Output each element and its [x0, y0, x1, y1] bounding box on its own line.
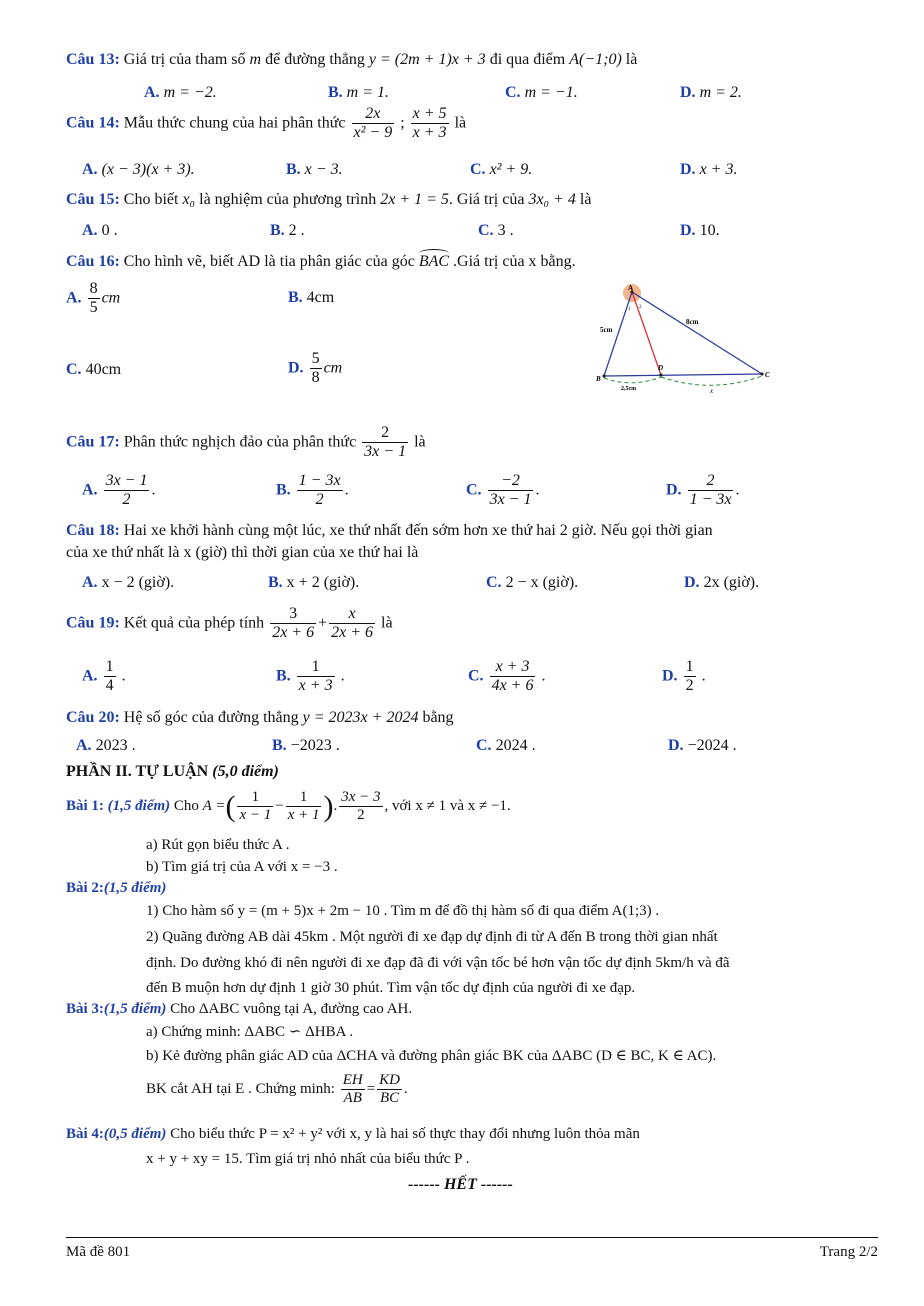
question-20 [66, 708, 454, 728]
operator: + [318, 614, 328, 632]
question-label: Câu 18: [66, 522, 120, 539]
option-value: x + 2 (giờ). [286, 574, 360, 591]
denominator: 2x + 6 [272, 624, 315, 642]
question-label: Câu 15: [66, 191, 120, 208]
option-value: x − 3. [304, 161, 343, 178]
numerator: KD [377, 1072, 402, 1090]
section-title: PHẦN II. TỰ LUẬN [66, 763, 209, 780]
problem-1-part-a: a) Rút gọn biểu thức A . [146, 837, 290, 853]
question-text: . Giá trị của [448, 191, 525, 208]
denominator: x² − 9 [353, 124, 393, 142]
question-19 [66, 605, 393, 643]
numerator: 1 [286, 789, 322, 807]
problem-2 [66, 879, 166, 898]
fraction [362, 424, 408, 462]
option-letter: B. [268, 574, 283, 591]
problem-label: Bài 4: [66, 1126, 104, 1142]
question-text: .Giá trị của x bằng. [453, 253, 576, 270]
problem-1: Bài 1: (1,5 điểm) Cho A =( $\frac{1}{x - 1}$ − $\frac{1}{x + 1}$ ). $\frac{3x - 3}{2}$ , với x ≠ 1 và x ≠ −1. [66, 789, 511, 824]
option-value: x − 2 (giờ). [101, 574, 175, 591]
question-text: Hệ số góc của đường thẳng [123, 709, 299, 726]
question-text: là [579, 191, 592, 208]
numerator: 3x − 1 [104, 472, 150, 491]
option-b [328, 83, 389, 103]
option-value: m = −1. [524, 84, 578, 101]
denominator: 2 [357, 807, 365, 824]
operator: = [366, 1081, 376, 1098]
option-value: 4cm [306, 289, 335, 306]
fraction [88, 280, 100, 318]
side-ac [632, 292, 762, 374]
option-b [270, 221, 305, 241]
numerator: x [329, 605, 375, 624]
option-letter: A. [66, 289, 82, 307]
part-2-heading [66, 762, 279, 782]
problem-points: (1,5 điểm) [103, 1001, 167, 1017]
question-text: là [381, 614, 393, 632]
option-a: A. $\frac{1}{4}$ . [82, 658, 126, 695]
option-value: 2 . [288, 222, 305, 239]
problem-3 [66, 1000, 412, 1019]
problem-text: Cho [173, 798, 199, 815]
denominator: 2 [315, 491, 324, 509]
option-c: C. $\frac{-2}{3x - 1}$ . [466, 472, 540, 509]
option-letter: B. [328, 84, 343, 101]
fraction [237, 789, 273, 825]
question-text: Giá trị của tham số [123, 51, 246, 68]
option-d [668, 736, 737, 756]
numerator: 3x − 3 [339, 789, 382, 807]
angle-symbol: BAC [418, 253, 450, 270]
question-text: đi qua điểm [489, 51, 566, 68]
question-13 [66, 50, 637, 70]
option-a [76, 736, 136, 756]
point-b [602, 374, 605, 377]
problem-text: BK cắt AH tại E . Chứng minh: [146, 1081, 335, 1098]
problem-3-part-c [146, 1072, 408, 1108]
option-letter: C. [470, 161, 486, 178]
option-c [505, 83, 578, 103]
page-number: Trang 2/2 [819, 1244, 878, 1260]
angle-1-label: 1 [628, 307, 631, 312]
math-expr: A(−1;0) [569, 51, 622, 68]
question-text: là [414, 433, 426, 451]
option-value: 10. [699, 222, 720, 239]
option-letter: C. [486, 574, 502, 591]
side-ab [604, 292, 632, 376]
option-letter: C. [478, 222, 494, 239]
option-letter: C. [66, 361, 82, 378]
option-d: D. $\frac{1}{2}$ . [662, 658, 706, 695]
option-c [478, 221, 514, 241]
triangle-figure [590, 280, 780, 400]
problem-2-part-2-line3: đến B muộn hơn dự định 1 giờ 30 phút. Tìm vận tốc dự định của người đi xe đạp. [146, 980, 636, 996]
denominator: x + 1 [287, 807, 320, 824]
option-d [288, 350, 342, 388]
option-letter: A. [76, 737, 92, 754]
option-value: x + 3. [699, 161, 738, 178]
denominator: 8 [311, 369, 320, 387]
numerator: −2 [488, 472, 534, 491]
option-d [680, 160, 737, 180]
option-b [268, 573, 359, 593]
question-18 [66, 521, 713, 541]
option-b [288, 288, 334, 308]
question-text: để đường thẳng [265, 51, 365, 68]
option-letter: A. [82, 481, 98, 499]
question-text: Cho biết [123, 191, 179, 208]
option-b [272, 736, 340, 756]
denominator: AB [343, 1090, 362, 1107]
option-value: 2023 . [95, 737, 136, 754]
problem-4 [66, 1125, 640, 1144]
numerator: 2 [362, 424, 408, 443]
operator: − [275, 798, 284, 815]
problem-1-part-b: b) Tìm giá trị của A với x = −3 . [146, 859, 338, 875]
option-a [82, 160, 195, 180]
numerator: 2x [352, 105, 395, 124]
option-value: 40cm [85, 361, 122, 378]
option-a: A. $\frac{3x - 1}{2}$ . [82, 472, 156, 509]
question-label: Câu 16: [66, 253, 120, 270]
option-value: −2023 . [290, 737, 340, 754]
footer-divider [66, 1237, 878, 1238]
denominator: 2x + 6 [331, 624, 374, 642]
problem-3-part-b: b) Kẻ đường phân giác AD của ΔCHA và đường phân giác BK của ΔABC (D ∈ BC, K ∈ AC). [146, 1048, 717, 1064]
fraction [104, 472, 150, 510]
option-value: x² + 9. [489, 161, 533, 178]
numerator: 1 [684, 658, 696, 677]
numerator: 1 [237, 789, 273, 807]
problem-text: Cho ΔABC vuông tại A, đường cao AH. [170, 1001, 413, 1017]
option-c [470, 160, 532, 180]
problem-2-part-1: 1) Cho hàm số y = (m + 5)x + 2m − 10 . Tìm m để đồ thị hàm số đi qua điểm A(1;3) . [146, 903, 660, 919]
denominator: 4 [105, 677, 114, 695]
option-b: B. $\frac{1}{x + 3}$ . [276, 658, 345, 695]
option-letter: D. [668, 737, 684, 754]
side-ab-label: 5cm [600, 326, 613, 334]
option-a [82, 221, 118, 241]
fraction [310, 350, 322, 388]
option-d [680, 83, 742, 103]
option-letter: B. [276, 667, 291, 685]
option-value: m = −2. [163, 84, 217, 101]
option-letter: D. [680, 161, 696, 178]
option-b: B. $\frac{1 - 3x}{2}$ . [276, 472, 349, 509]
denominator: 3x − 1 [489, 491, 532, 509]
option-d [684, 573, 759, 593]
question-16 [66, 252, 576, 272]
denominator: x + 3 [412, 124, 447, 142]
math-var: x₀ [182, 191, 196, 208]
question-15 [66, 190, 591, 210]
option-value: 3 . [497, 222, 514, 239]
option-letter: D. [288, 359, 304, 377]
denominator: 1 − 3x [689, 491, 732, 509]
punctuation: . [404, 1081, 408, 1098]
math-expr: y = (2m + 1)x + 3 [368, 51, 486, 68]
problem-points: (1,5 điểm) [103, 880, 167, 896]
option-unit: cm [323, 359, 343, 377]
question-label: Câu 13: [66, 51, 120, 68]
question-text: Mẫu thức chung của hai phân thức [123, 114, 346, 132]
section-points: (5,0 điểm) [212, 763, 279, 780]
option-letter: D. [662, 667, 678, 685]
option-letter: B. [272, 737, 287, 754]
exam-code: Mã đề 801 [66, 1244, 131, 1260]
problem-points: (0,5 điểm) [103, 1126, 167, 1142]
option-letter: D. [680, 222, 696, 239]
problem-text: Cho biểu thức P = x² + y² với x, y là hai số thực thay đổi nhưng luôn thỏa mãn [170, 1126, 640, 1142]
problem-3-part-a: a) Chứng minh: ΔABC ∽ ΔHBA . [146, 1024, 354, 1040]
seg-bd-label: 2,5cm [621, 386, 637, 392]
option-value: 2024 . [495, 737, 536, 754]
problem-label: Bài 3: [66, 1001, 104, 1017]
fraction [339, 789, 382, 825]
option-c: C. $\frac{x + 3}{4x + 6}$ . [468, 658, 546, 695]
question-text: bằng [422, 709, 454, 726]
label-b: B [596, 375, 601, 383]
option-letter: D. [666, 481, 682, 499]
label-a: A [628, 284, 634, 292]
problem-label: Bài 2: [66, 880, 104, 896]
point-c [760, 372, 763, 375]
fraction [377, 1072, 402, 1108]
fraction [104, 658, 116, 696]
option-letter: B. [286, 161, 301, 178]
numerator: 1 − 3x [297, 472, 343, 491]
math-expr: y = 2023x + 2024 [302, 709, 419, 726]
question-text: là [625, 51, 638, 68]
numerator: 1 [104, 658, 116, 677]
question-17 [66, 424, 426, 462]
angle-2-label: 2 [639, 305, 642, 310]
problem-points: (1,5 điểm) [107, 798, 171, 815]
seg-dc-label: x [710, 387, 714, 395]
option-value: 0 . [101, 222, 118, 239]
option-letter: A. [82, 161, 98, 178]
label-c: C [765, 371, 770, 379]
option-letter: B. [270, 222, 285, 239]
option-unit: cm [101, 289, 121, 307]
question-label: Câu 20: [66, 709, 120, 726]
fraction [411, 105, 449, 143]
math-expr: 2x + 1 = 5 [380, 191, 449, 208]
denominator: 4x + 6 [491, 677, 534, 695]
problem-2-part-2-line1: 2) Quãng đường AB dài 45km . Một người đi xe đạp dự định đi từ A đến B trong thời gian nhất [146, 929, 718, 945]
side-ac-label: 8cm [686, 318, 699, 326]
option-letter: C. [468, 667, 484, 685]
arc-dc [661, 376, 762, 385]
problem-2-part-2-line2: định. Do đường khó đi nên người đi xe đạp đã đi với vận tốc bé hơn vận tốc dự định 5km/h và đã [146, 955, 730, 971]
numerator: 3 [270, 605, 316, 624]
point-d [659, 373, 662, 376]
numerator: 2 [688, 472, 734, 491]
option-letter: B. [276, 481, 291, 499]
option-d: D. $\frac{2}{1 - 3x}$ . [666, 472, 740, 509]
denominator: 5 [89, 299, 98, 317]
fraction [488, 472, 534, 510]
denominator: 2 [685, 677, 694, 695]
option-letter: B. [288, 289, 303, 306]
option-letter: A. [82, 667, 98, 685]
option-a [144, 83, 217, 103]
math-expr: A = [202, 798, 226, 815]
question-text: Hai xe khởi hành cùng một lúc, xe thứ nhất đến sớm hơn xe thứ hai 2 giờ. Nếu gọi thời gian [123, 522, 713, 539]
option-value: −2024 . [687, 737, 737, 754]
option-value: 2 − x (giờ). [505, 574, 579, 591]
fraction [286, 789, 322, 825]
fraction [297, 658, 335, 696]
question-text: là nghiệm của phương trình [199, 191, 377, 208]
fraction [352, 105, 395, 143]
fraction [688, 472, 734, 510]
option-c [476, 736, 536, 756]
option-d [680, 221, 720, 241]
question-text: Cho hình vẽ, biết AD là tia phân giác của góc [123, 253, 415, 270]
numerator: 8 [88, 280, 100, 299]
option-letter: A. [82, 574, 98, 591]
bisector-ad [632, 292, 664, 375]
fraction [341, 1072, 365, 1108]
option-c [486, 573, 578, 593]
denominator: x + 3 [298, 677, 333, 695]
math-expr: 3x₀ + 4 [528, 191, 576, 208]
numerator: 5 [310, 350, 322, 369]
option-a [82, 573, 174, 593]
option-a [66, 280, 120, 318]
fraction [270, 605, 316, 643]
option-letter: D. [684, 574, 700, 591]
fraction [297, 472, 343, 510]
question-text: là [454, 114, 467, 132]
side-bc [604, 374, 762, 376]
separator: ; [400, 114, 405, 132]
option-value: (x − 3)(x + 3). [101, 161, 195, 178]
question-text: Kết quả của phép tính [123, 614, 265, 632]
question-label: Câu 17: [66, 433, 120, 451]
fraction [684, 658, 696, 696]
arc-bd [604, 377, 661, 383]
numerator: x + 5 [411, 105, 449, 124]
end-mark: ------ HẾT ------ [408, 1176, 513, 1193]
question-label: Câu 19: [66, 614, 120, 632]
question-text: Phân thức nghịch đảo của phân thức [123, 433, 357, 451]
problem-text: , với x ≠ 1 và x ≠ −1. [384, 798, 511, 815]
option-value: m = 2. [699, 84, 742, 101]
option-letter: D. [680, 84, 696, 101]
option-letter: C. [466, 481, 482, 499]
problem-label: Bài 1: [66, 798, 104, 815]
option-letter: A. [144, 84, 160, 101]
numerator: x + 3 [490, 658, 536, 677]
option-c [66, 360, 121, 380]
option-b [286, 160, 343, 180]
problem-4-line2: x + y + xy = 15. Tìm giá trị nhỏ nhất của biểu thức P . [146, 1151, 470, 1167]
option-value: m = 1. [346, 84, 390, 101]
label-d: D [658, 364, 664, 372]
numerator: EH [341, 1072, 365, 1090]
fraction [490, 658, 536, 696]
option-letter: C. [476, 737, 492, 754]
option-letter: A. [82, 222, 98, 239]
question-label: Câu 14: [66, 114, 120, 132]
fraction [329, 605, 375, 643]
math-var: m [249, 51, 262, 68]
operator: . [333, 798, 338, 815]
denominator: BC [380, 1090, 400, 1107]
option-letter: C. [505, 84, 521, 101]
denominator: 3x − 1 [364, 443, 407, 461]
question-18-line2: của xe thứ nhất là x (giờ) thì thời gian của xe thứ hai là [66, 544, 419, 561]
question-14 [66, 105, 466, 143]
numerator: 1 [297, 658, 335, 677]
option-value: 2x (giờ). [703, 574, 760, 591]
denominator: x − 1 [239, 807, 272, 824]
denominator: 2 [122, 491, 131, 509]
